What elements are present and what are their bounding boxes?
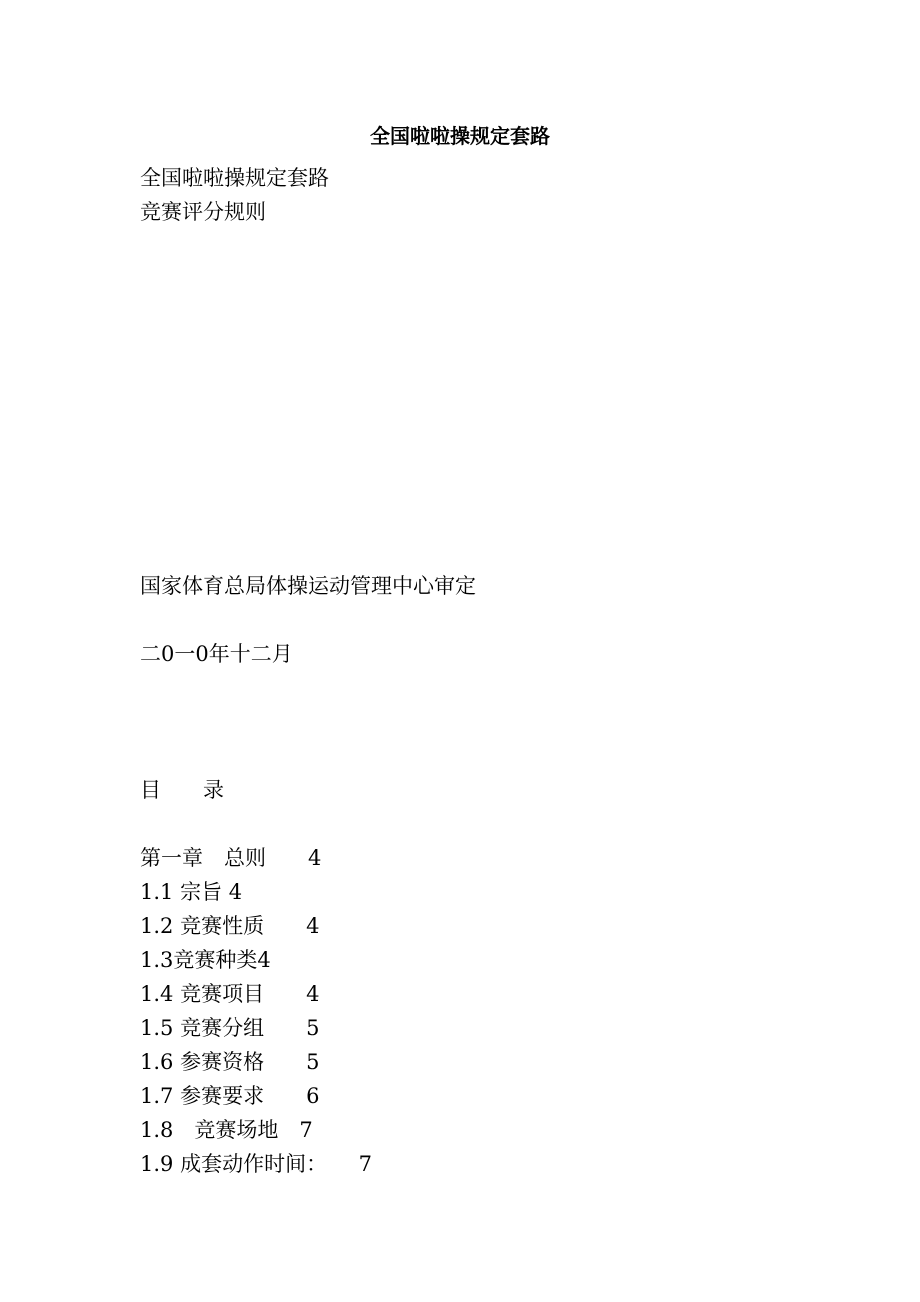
toc-item[interactable]: 1.7 参赛要求 6 [140,1084,320,1108]
authority-line: 国家体育总局体操运动管理中心审定 [140,574,476,598]
toc-item[interactable]: 第一章 总则 4 [140,846,322,870]
subtitle-line-1: 全国啦啦操规定套路 [140,166,329,190]
toc-item[interactable]: 1.6 参赛资格 5 [140,1050,320,1074]
toc-item[interactable]: 1.2 竞赛性质 4 [140,914,320,938]
toc-item[interactable]: 1.4 竞赛项目 4 [140,982,320,1006]
toc-heading: 目 录 [140,778,224,802]
toc-item[interactable]: 1.8 竞赛场地 7 [140,1118,313,1142]
toc-item[interactable]: 1.5 竞赛分组 5 [140,1016,320,1040]
toc-item[interactable]: 1.9 成套动作时间： 7 [140,1152,372,1176]
document-title: 全国啦啦操规定套路 [370,124,550,148]
toc-item[interactable]: 1.1 宗旨 4 [140,880,243,904]
subtitle-line-2: 竞赛评分规则 [140,200,266,224]
toc-item[interactable]: 1.3竞赛种类4 [140,948,271,972]
date-line: 二0一0年十二月 [140,642,293,666]
